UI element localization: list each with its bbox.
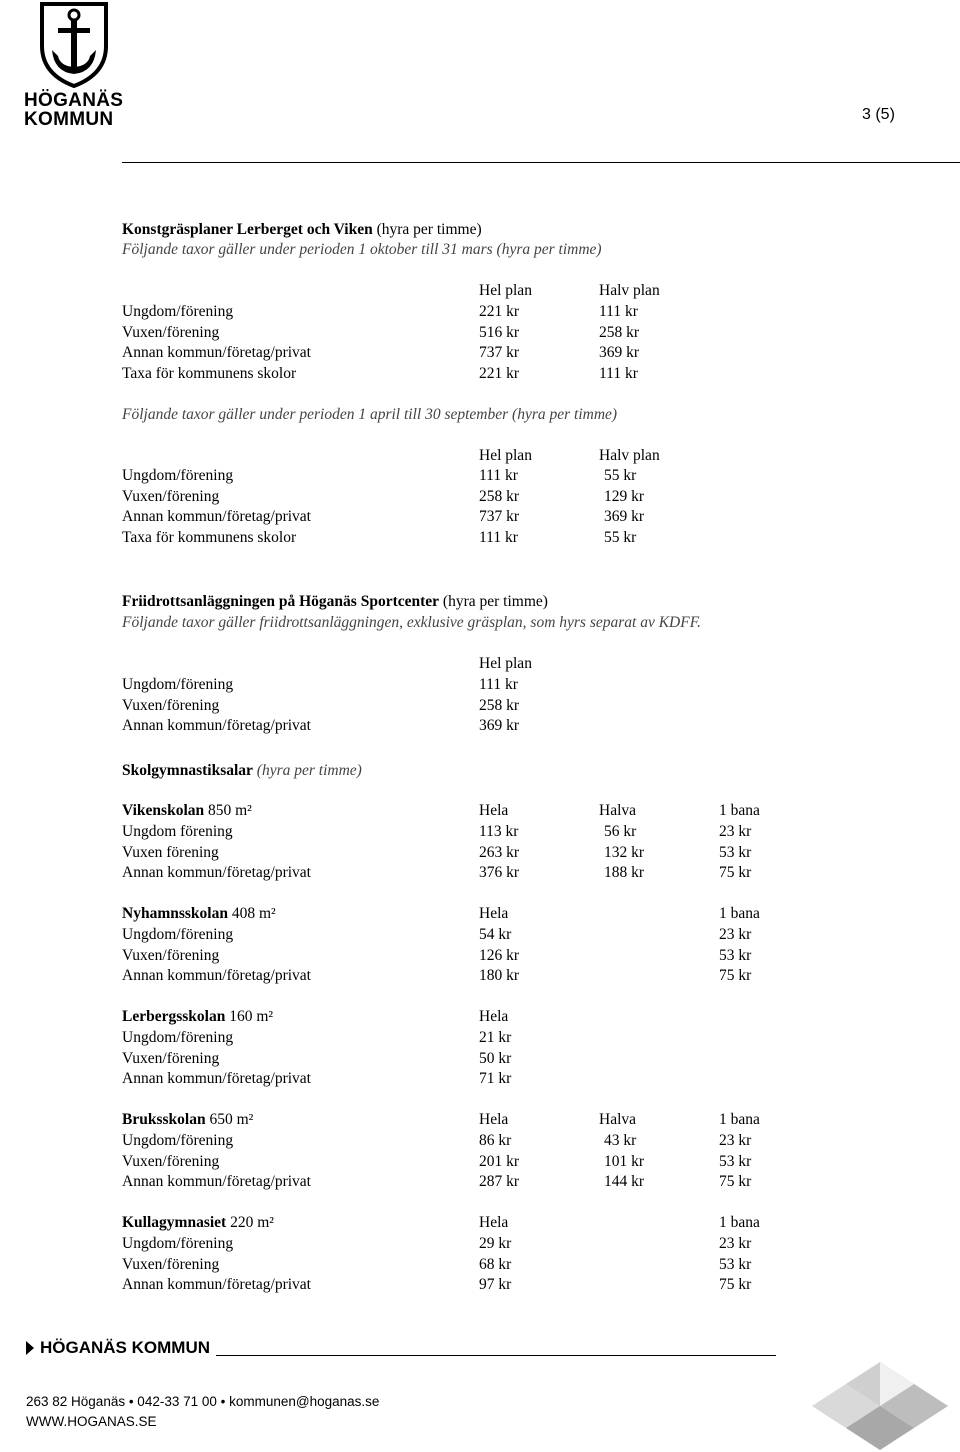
bana-value: 23 kr	[719, 1132, 752, 1149]
halva-value: 101 kr	[604, 1152, 645, 1170]
halv-plan-value: 369 kr	[599, 344, 640, 362]
hoganas-logo	[20, 0, 130, 132]
halv-plan-value: 129 kr	[604, 487, 645, 505]
halv-plan-value: 55 kr	[604, 467, 637, 484]
row-label: Ungdom/förening	[122, 1132, 234, 1149]
section3-heading	[122, 761, 362, 781]
hel-plan-value: 111 kr	[479, 467, 518, 484]
hel-plan-value: 369 kr	[479, 717, 520, 735]
row-label: Vuxen/förening	[122, 1049, 220, 1067]
section1-period2: Följande taxor gäller under perioden 1 april till 30 september (hyra per timme)	[122, 406, 618, 423]
school-size: 650 m²	[205, 1111, 254, 1128]
logo-text-line2: KOMMUN	[24, 109, 114, 130]
col-1-bana: 1 bana	[719, 802, 760, 819]
halva-value: 43 kr	[604, 1132, 637, 1149]
halva-value: 144 kr	[604, 1173, 645, 1191]
row-label: Ungdom/förening	[122, 676, 234, 693]
halv-plan-value: 55 kr	[604, 529, 637, 547]
row-label: Ungdom/förening	[122, 467, 234, 484]
hela-value: 97 kr	[479, 1276, 512, 1294]
halv-plan-value: 369 kr	[604, 508, 645, 526]
hel-plan-value: 258 kr	[479, 696, 520, 714]
section3-title-suffix: (hyra per timme)	[252, 762, 362, 779]
col-1-bana: 1 bana	[719, 905, 760, 922]
section2-note: Följande taxor gäller friidrottsanläggningen, exklusive gräsplan, som hyrs separat av KDFF.	[122, 614, 702, 631]
halva-value: 56 kr	[604, 823, 637, 840]
hela-value: 126 kr	[479, 946, 520, 964]
col-1-bana: 1 bana	[719, 1214, 760, 1231]
halv-plan-value: 258 kr	[599, 323, 640, 341]
col-hela: Hela	[479, 905, 509, 922]
row-label: Annan kommun/företag/privat	[122, 1276, 311, 1294]
row-label: Annan kommun/företag/privat	[122, 1173, 311, 1191]
halva-value: 132 kr	[604, 843, 645, 861]
hel-plan-value: 258 kr	[479, 487, 520, 505]
bana-value: 23 kr	[719, 1235, 752, 1252]
hela-value: 54 kr	[479, 926, 512, 943]
footer-contact	[26, 1392, 379, 1432]
bana-value: 75 kr	[719, 1173, 752, 1191]
col-hel-plan: Hel plan	[479, 282, 532, 299]
triangle-pattern-icon	[812, 1362, 948, 1450]
col-halva: Halva	[599, 1111, 637, 1128]
school-name: Kullagymnasiet	[122, 1214, 227, 1231]
row-label: Vuxen/förening	[122, 487, 220, 505]
school-name: Vikenskolan	[122, 802, 205, 819]
halva-value: 188 kr	[604, 864, 645, 882]
bana-value: 75 kr	[719, 864, 752, 882]
page-number: 3 (5)	[862, 106, 895, 123]
footer-brand	[26, 1338, 210, 1358]
bana-value: 53 kr	[719, 1255, 752, 1273]
hela-value: 376 kr	[479, 864, 520, 882]
hel-plan-value: 516 kr	[479, 323, 520, 341]
halv-plan-value: 111 kr	[599, 303, 638, 320]
row-label: Taxa för kommunens skolor	[122, 529, 297, 547]
row-label: Vuxen förening	[122, 843, 219, 861]
bana-value: 53 kr	[719, 946, 752, 964]
bana-value: 53 kr	[719, 1152, 752, 1170]
hela-value: 68 kr	[479, 1255, 512, 1273]
hela-value: 113 kr	[479, 823, 519, 840]
coat-of-arms-icon	[38, 0, 110, 88]
col-hela: Hela	[479, 802, 509, 819]
footer-contact-line[interactable]: 263 82 Höganäs • 042-33 71 00 • kommunen@hoganas.se	[26, 1394, 380, 1409]
hela-value: 86 kr	[479, 1132, 512, 1149]
row-label: Taxa för kommunens skolor	[122, 365, 297, 383]
halv-plan-value: 111 kr	[599, 365, 638, 383]
footer-website-link[interactable]: WWW.HOGANAS.SE	[26, 1414, 157, 1429]
logo-text-line1: HÖGANÄS	[24, 90, 124, 111]
school-size: 850 m²	[204, 802, 252, 819]
hela-value: 263 kr	[479, 843, 520, 861]
footer-brand-text: HÖGANÄS KOMMUN	[40, 1338, 210, 1357]
hel-plan-value: 221 kr	[479, 303, 520, 320]
row-label: Annan kommun/företag/privat	[122, 508, 311, 526]
bana-value: 75 kr	[719, 967, 752, 985]
row-label: Vuxen/förening	[122, 946, 220, 964]
col-hel-plan: Hel plan	[479, 447, 532, 464]
row-label: Ungdom/förening	[122, 926, 234, 943]
hela-value: 180 kr	[479, 967, 520, 985]
row-label: Annan kommun/företag/privat	[122, 344, 311, 362]
school-name: Bruksskolan	[122, 1111, 206, 1128]
hela-value: 287 kr	[479, 1173, 520, 1191]
row-label: Ungdom/förening	[122, 1235, 234, 1252]
bana-value: 75 kr	[719, 1276, 752, 1294]
hel-plan-value: 737 kr	[479, 508, 520, 526]
school-name: Nyhamnsskolan	[122, 905, 228, 922]
row-label: Ungdom förening	[122, 823, 233, 840]
row-label: Annan kommun/företag/privat	[122, 864, 311, 882]
hel-plan-value: 111 kr	[479, 529, 518, 547]
hela-value: 21 kr	[479, 1029, 512, 1046]
bana-value: 23 kr	[719, 823, 752, 840]
col-hel-plan: Hel plan	[479, 655, 532, 672]
hel-plan-value: 737 kr	[479, 344, 520, 362]
header-divider	[122, 162, 960, 163]
section1-heading	[122, 220, 482, 240]
col-halva: Halva	[599, 802, 637, 819]
section1-period1: Följande taxor gäller under perioden 1 oktober till 31 mars (hyra per timme)	[122, 241, 602, 258]
hela-value: 29 kr	[479, 1235, 512, 1252]
school-name: Lerbergsskolan	[122, 1008, 226, 1025]
col-halv-plan: Halv plan	[599, 447, 660, 464]
row-label: Vuxen/förening	[122, 1152, 220, 1170]
col-1-bana: 1 bana	[719, 1111, 760, 1128]
footer-divider	[216, 1355, 776, 1356]
bana-value: 53 kr	[719, 843, 752, 861]
section2-title-suffix: (hyra per timme)	[439, 593, 548, 610]
section3-title: Skolgymnastiksalar	[122, 762, 253, 779]
row-label: Annan kommun/företag/privat	[122, 1070, 311, 1088]
row-label: Annan kommun/företag/privat	[122, 967, 311, 985]
hela-value: 71 kr	[479, 1070, 512, 1088]
col-hela: Hela	[479, 1111, 509, 1128]
row-label: Annan kommun/företag/privat	[122, 717, 311, 735]
section2-title: Friidrottsanläggningen på Höganäs Sportcenter	[122, 593, 440, 610]
hel-plan-value: 111 kr	[479, 676, 518, 693]
bana-value: 23 kr	[719, 926, 752, 943]
hela-value: 201 kr	[479, 1152, 520, 1170]
school-size: 160 m²	[225, 1008, 274, 1025]
section1-title: Konstgräsplaner Lerberget och Viken	[122, 221, 373, 238]
school-size: 220 m²	[226, 1214, 274, 1231]
row-label: Vuxen/förening	[122, 1255, 220, 1273]
col-hela: Hela	[479, 1008, 509, 1025]
row-label: Vuxen/förening	[122, 323, 220, 341]
row-label: Vuxen/förening	[122, 696, 220, 714]
hel-plan-value: 221 kr	[479, 365, 520, 383]
hela-value: 50 kr	[479, 1049, 512, 1067]
col-halv-plan: Halv plan	[599, 282, 660, 299]
row-label: Ungdom/förening	[122, 1029, 234, 1046]
arrow-icon	[26, 1341, 34, 1355]
row-label: Ungdom/förening	[122, 303, 234, 320]
section1-title-suffix: (hyra per timme)	[372, 221, 482, 238]
col-hela: Hela	[479, 1214, 509, 1231]
section2-heading	[122, 592, 548, 612]
school-size: 408 m²	[227, 905, 276, 922]
